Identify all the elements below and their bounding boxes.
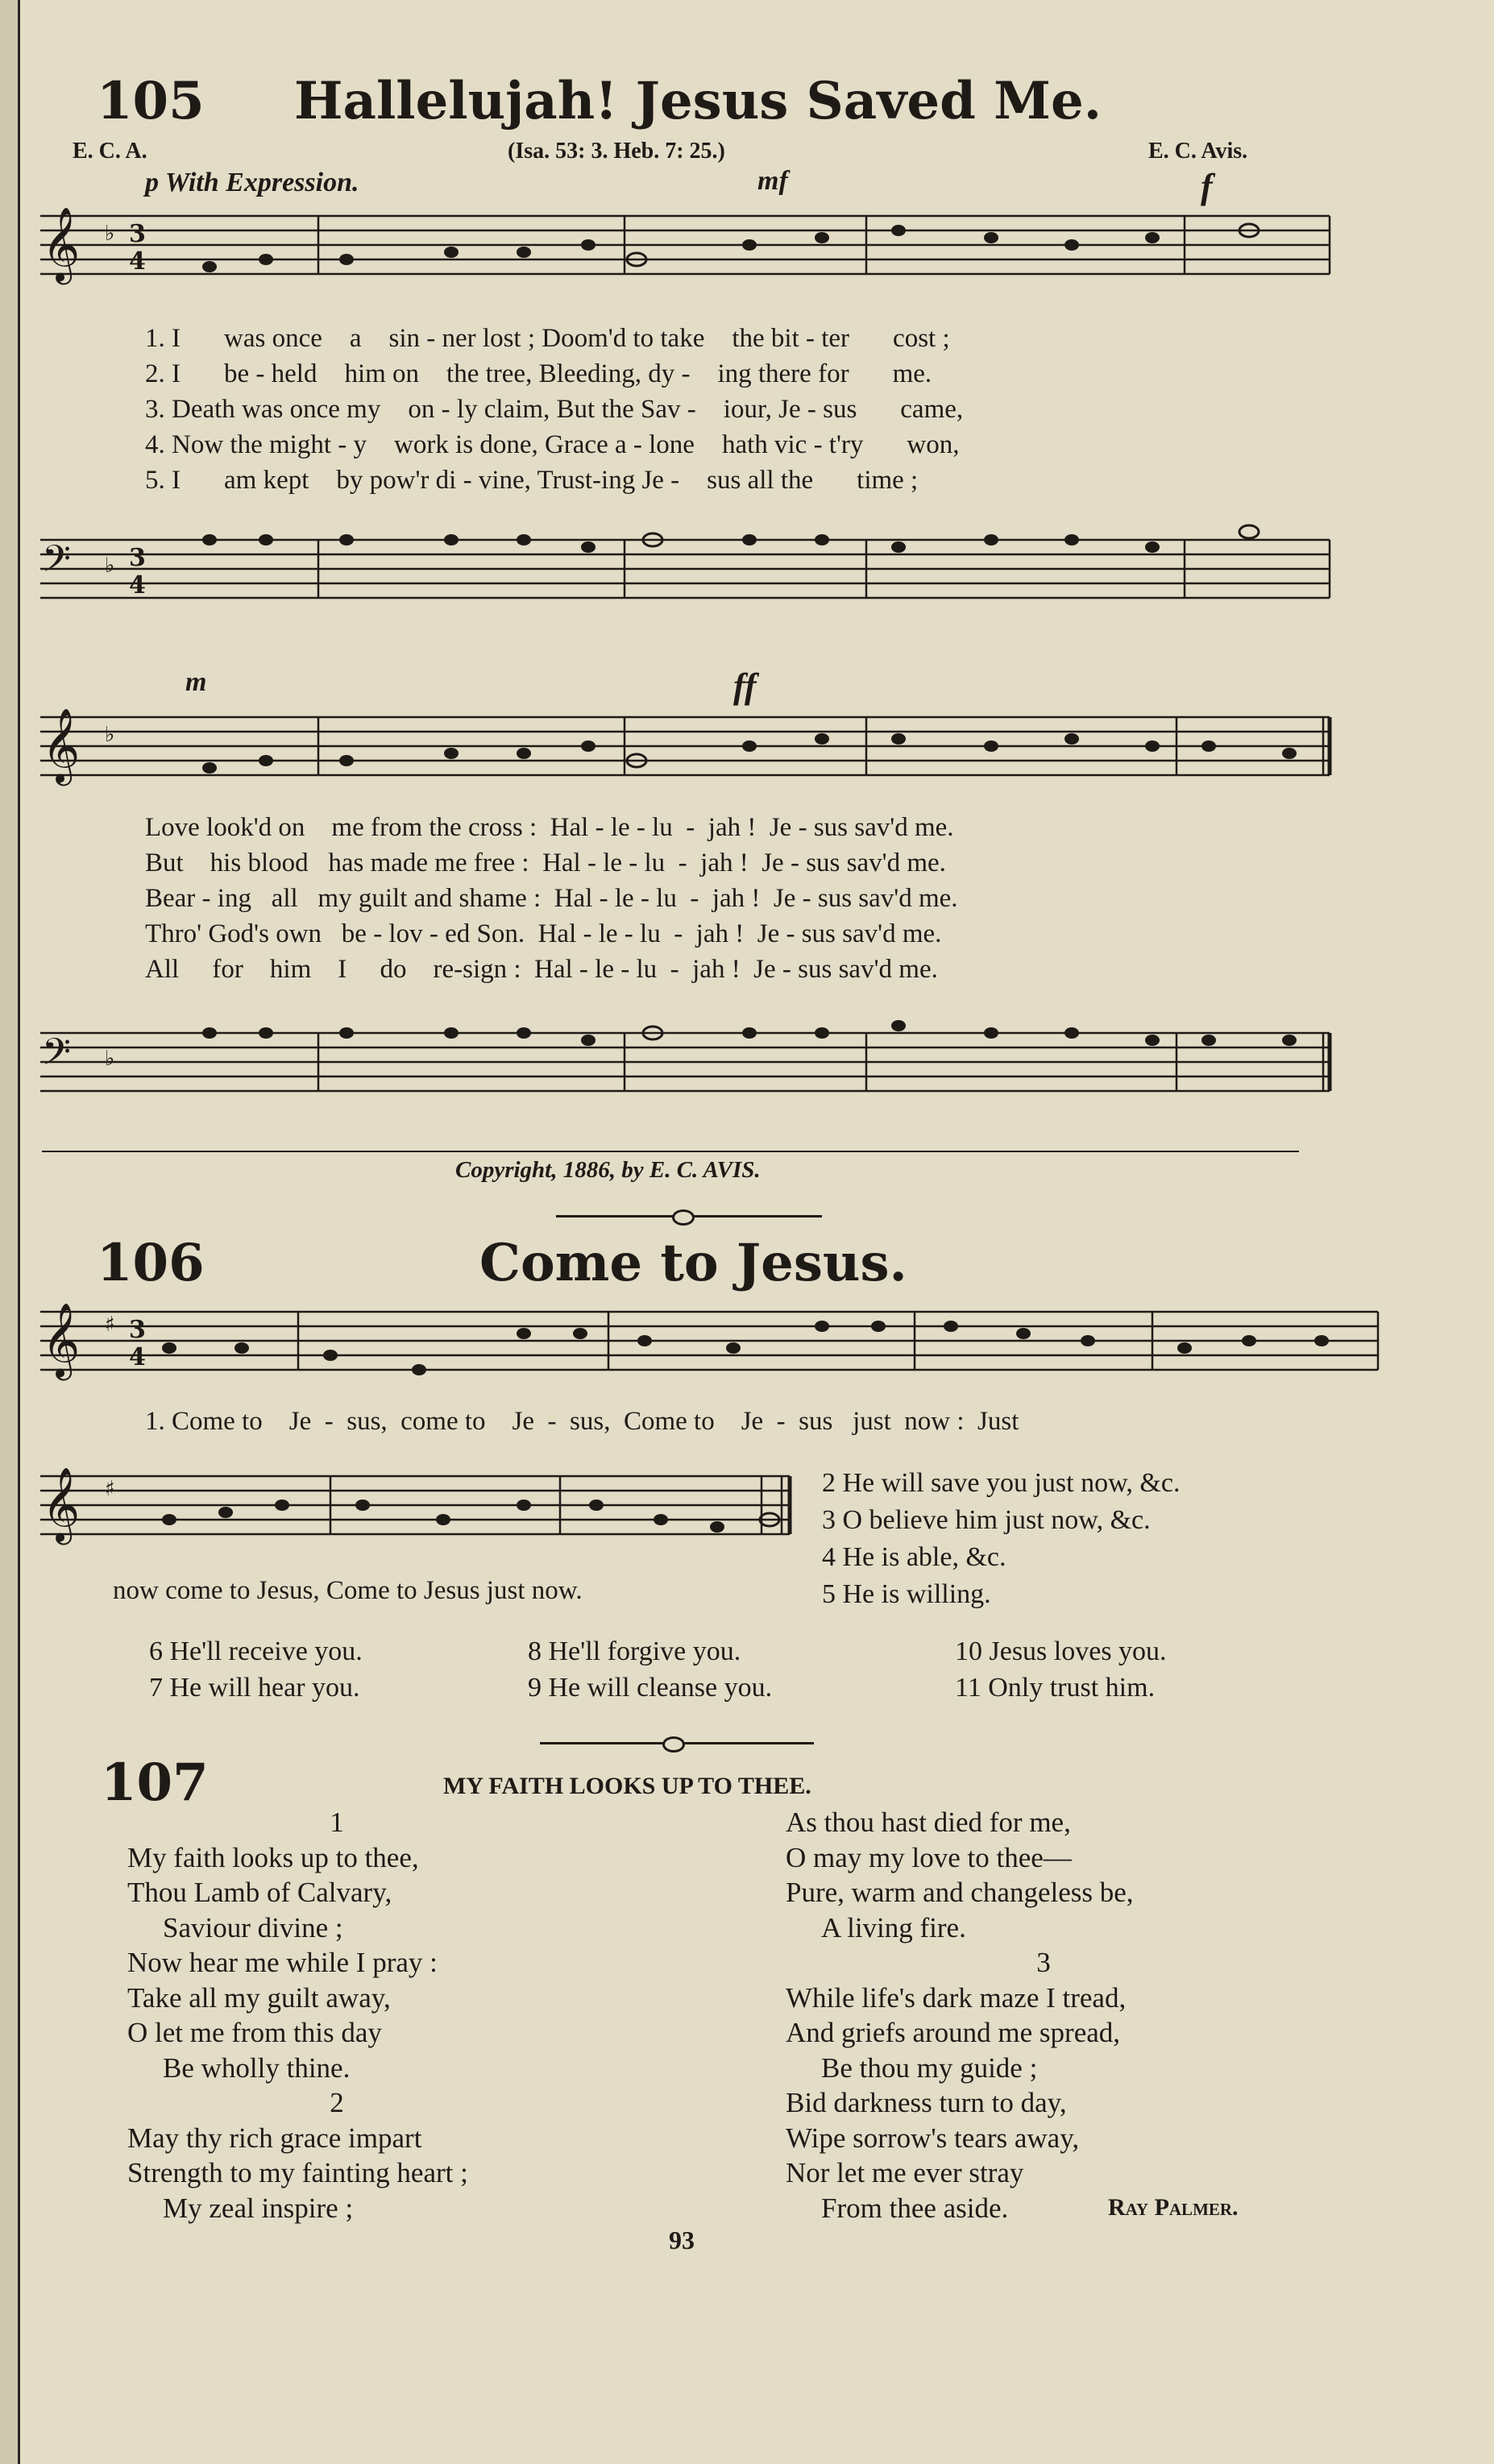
verse-2-line-1: 2. I be - held him on the tree, Bleeding, dy - ing there for me. [145,359,932,388]
hymn-105-author-left: E. C. A. [73,139,147,164]
poem-line: Pure, warm and changeless be, [786,1877,1134,1908]
verse-106-4: 4 He is able, &c. [822,1542,1006,1572]
dynamic-mf: mf [757,166,788,196]
poem-line: May thy rich grace impart [127,2122,422,2154]
svg-text:♭: ♭ [105,554,115,578]
svg-text:4: 4 [129,1343,146,1371]
hymn-107-author: Ray Palmer. [1108,2194,1239,2221]
poem-line: A living fire. [821,1911,966,1943]
page-number: 93 [669,2225,695,2255]
verses-106-row-1: 6 He'll receive you. 8 He'll forgive you. 10 Jesus loves you. [149,1636,1167,1666]
poem-line: Saviour divine ; [163,1911,343,1943]
page-binding-edge [0,0,20,2464]
svg-text:♯: ♯ [105,1313,115,1337]
poem-line: And griefs around me spread, [786,2017,1121,2048]
hymn-107-right-column [786,1805,1301,2225]
hymn-105-verses-part2 [145,810,958,987]
verse-1-line-1: 1. I was once a sin - ner lost ; Doom'd to take the bit - ter cost ; [145,324,950,353]
poem-line: Take all my guilt away, [127,1981,391,2014]
verse-3-line-2: Bear - ing all my guilt and shame : Hal - le - lu - jah ! Je - sus sav'd me. [145,884,958,913]
hymn-107-number: 107 [101,1753,209,1813]
hymn-107-title: MY FAITH LOOKS UP TO THEE. [443,1773,811,1799]
poem-line: My faith looks up to thee, [127,1841,419,1873]
poem-line: O let me from this day [127,2017,382,2048]
poem-line: O may my love to thee— [786,1841,1072,1873]
poem-line: Now hear me while I pray : [127,1947,438,1978]
copyright-rule [42,1151,1299,1152]
svg-text:♭: ♭ [105,222,115,246]
hymn-105-verses-part1 [145,321,963,498]
poem-line: Be thou my guide ; [821,2051,1038,2084]
tempo-marking: p With Expression. [145,168,359,197]
svg-text:♭: ♭ [105,723,115,747]
bass-staff-1 [24,532,1338,620]
poem-line: From thee aside. [821,2192,1009,2224]
svg-text:3: 3 [129,544,146,572]
hymn-105-author-right: E. C. Avis. [1148,139,1248,164]
verse-5-line-2: All for him I do re-sign : Hal - le - lu - jah ! Je - sus sav'd me. [145,955,938,984]
hymn-105-title: Hallelujah! Jesus Saved Me. [294,71,1102,131]
svg-text:𝄞: 𝄞 [42,1466,81,1541]
poem-line: My zeal inspire ; [163,2192,354,2224]
svg-text:3: 3 [129,1316,146,1344]
svg-text:𝄢: 𝄢 [42,537,72,590]
verse-106-3: 3 O believe him just now, &c. [822,1505,1151,1535]
verse-106-2: 2 He will save you just now, &c. [822,1468,1181,1498]
verse-106-5: 5 He is willing. [822,1579,991,1609]
treble-staff-106-2 [24,1468,798,1549]
svg-text:4: 4 [129,571,146,599]
verse-4-line-2: Thro' God's own be - lov - ed Son. Hal - le - lu - jah ! Je - sus sav'd me. [145,919,942,948]
verse-5-line-1: 5. I am kept by pow'r di - vine, Trust-ing Je - sus all the time ; [145,466,919,495]
poem-line: Thou Lamb of Calvary, [127,1877,392,1908]
hymn-106-line-2: now come to Jesus, Come to Jesus just now. [113,1576,583,1605]
svg-text:3: 3 [129,220,146,248]
svg-text:♭: ♭ [105,1047,115,1071]
poem-line: Nor let me ever stray [786,2157,1024,2188]
svg-text:𝄞: 𝄞 [42,1302,81,1377]
hymn-106-title: Come to Jesus. [479,1233,907,1293]
poem-line: Bid darkness turn to day, [786,2087,1067,2118]
copyright-notice: Copyright, 1886, by E. C. AVIS. [455,1157,761,1183]
poem-line: Wipe sorrow's tears away, [786,2122,1080,2154]
treble-staff-106-1 [24,1304,1386,1384]
stanza-number: 3 [1036,1947,1051,1978]
stanza-number: 2 [330,2087,344,2118]
poem-line: Strength to my fainting heart ; [127,2157,468,2188]
hymn-105-number: 105 [97,71,205,131]
verse-3-line-1: 3. Death was once my on - ly claim, But the Sav - iour, Je - sus came, [145,395,964,424]
hymn-107-left-column [127,1805,546,2225]
svg-text:𝄢: 𝄢 [42,1031,72,1083]
svg-text:𝄞: 𝄞 [42,707,81,782]
dynamic-ff: ff [733,666,757,706]
poem-line: As thou hast died for me, [786,1807,1071,1838]
treble-staff-1 [24,208,1338,288]
verse-2-line-2: But his blood has made me free : Hal - le - lu - jah ! Je - sus sav'd me. [145,848,946,877]
verses-106-row-2: 7 He will hear you. 9 He will cleanse you. 11 Only trust him. [149,1673,1156,1703]
hymn-106-number: 106 [97,1233,205,1293]
svg-text:𝄞: 𝄞 [42,206,81,281]
bass-staff-2 [24,1025,1338,1114]
poem-line: Be wholly thine. [163,2051,351,2084]
stanza-number: 1 [330,1807,344,1838]
verse-4-line-1: 4. Now the might - y work is done, Grace a - lone hath vic - t'ry won, [145,430,960,459]
divider-ornament-2 [662,1736,685,1753]
svg-text:♯: ♯ [105,1477,115,1501]
hymn-106-line-1: 1. Come to Je - sus, come to Je - sus, Come to Je - sus just now : Just [145,1407,1019,1436]
dynamic-f: f [1201,167,1213,206]
svg-text:4: 4 [129,247,146,276]
divider-ornament-1 [672,1209,695,1226]
hymn-105-scripture: (Isa. 53: 3. Heb. 7: 25.) [508,139,725,164]
poem-line: While life's dark maze I tread, [786,1981,1127,2014]
dynamic-m: m [185,667,207,697]
verse-1-line-2: Love look'd on me from the cross : Hal - le - lu - jah ! Je - sus sav'd me. [145,813,954,842]
treble-staff-2 [24,709,1338,790]
hymn-106-verses-bottom [149,1633,1167,1706]
hymn-106-verses-right [822,1465,1180,1613]
